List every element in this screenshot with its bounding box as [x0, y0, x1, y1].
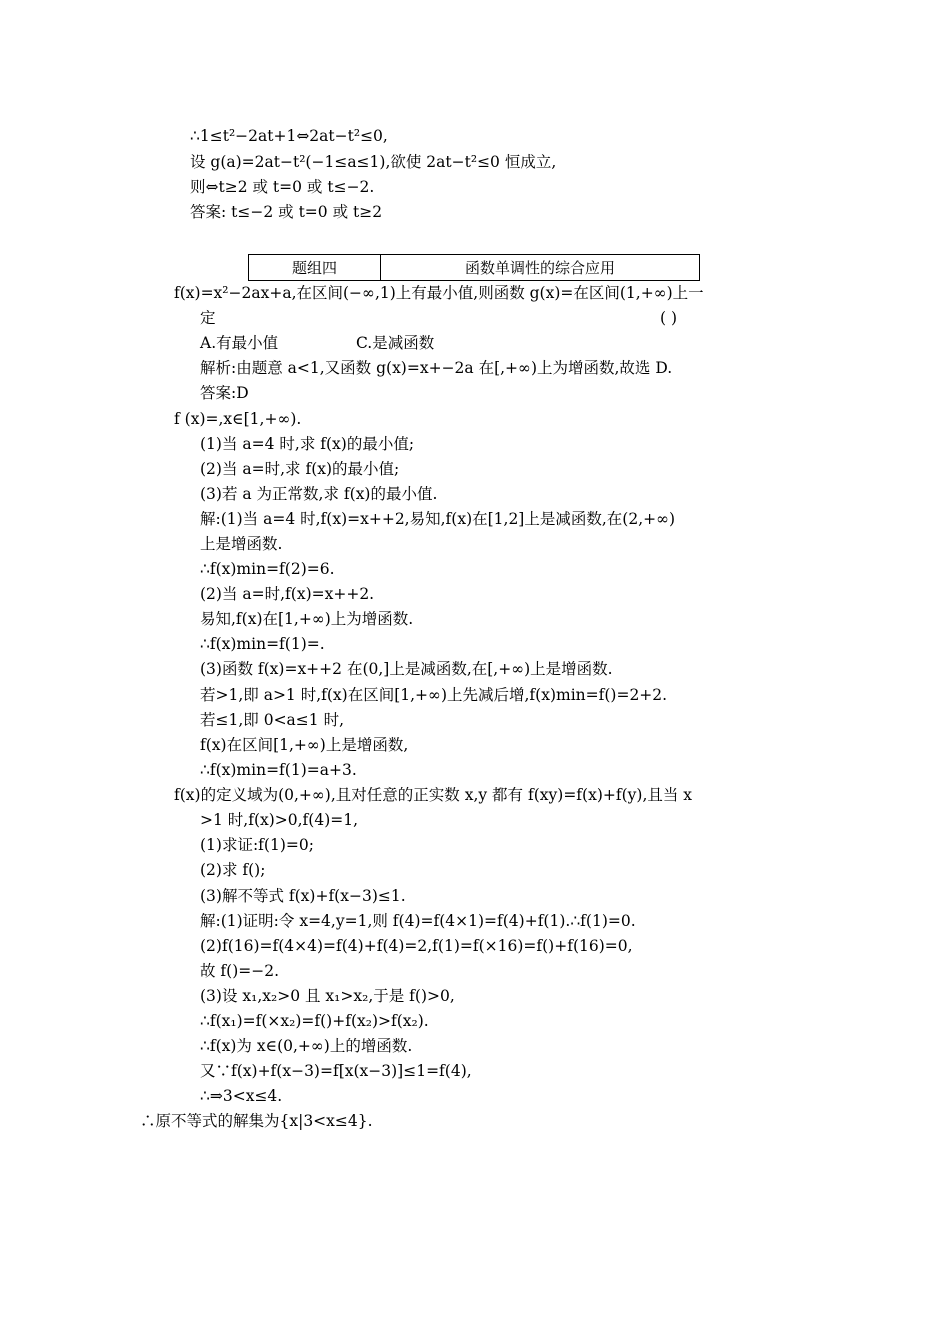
- text-line: 设 g(a)=2at−t²(−1≤a≤1),欲使 2at−t²≤0 恒成立,: [190, 153, 557, 171]
- text-line: (3)解不等式 f(x)+f(x−3)≤1.: [200, 887, 406, 905]
- text-line: ∴f(x)min=f(1)=.: [200, 635, 325, 653]
- text-line: >1 时,f(x)>0,f(4)=1,: [200, 811, 359, 829]
- text-line: f(x)的定义域为(0,+∞),且对任意的正实数 x,y 都有 f(xy)=f(x)+f(y),且当 x: [174, 786, 693, 804]
- text-line: ∴f(x)min=f(2)=6.: [200, 560, 335, 578]
- section-header-table: [248, 254, 700, 281]
- text-line: ∴⇒3<x≤4.: [200, 1087, 283, 1105]
- text-line: (3)设 x₁,x₂>0 且 x₁>x₂,于是 f()>0,: [200, 987, 455, 1005]
- group-label: 题组四: [249, 255, 381, 280]
- text-line: 解:(1)证明:令 x=4,y=1,则 f(4)=f(4×1)=f(4)+f(1).∴f(1)=0.: [200, 912, 636, 930]
- answer-bracket: ( ): [660, 309, 678, 327]
- text-line: 若>1,即 a>1 时,f(x)在区间[1,+∞)上先减后增,f(x)min=f()=2+2.: [200, 686, 668, 704]
- text-line: ∴f(x)为 x∈(0,+∞)上的增函数.: [200, 1037, 413, 1055]
- text-line: 易知,f(x)在[1,+∞)上为增函数.: [200, 610, 414, 628]
- text-line: (3)函数 f(x)=x++2 在(0,]上是减函数,在[,+∞)上是增函数.: [200, 660, 613, 678]
- text-line: ∴f(x₁)=f(×x₂)=f()+f(x₂)>f(x₂).: [200, 1012, 429, 1030]
- text-line: ∴f(x)min=f(1)=a+3.: [200, 761, 357, 779]
- text-line: f (x)=,x∈[1,+∞).: [174, 410, 302, 428]
- topic-label: 函数单调性的综合应用: [464, 259, 615, 277]
- text-line: f(x)在区间[1,+∞)上是增函数,: [200, 736, 409, 754]
- text-line: (2)当 a=时,求 f(x)的最小值;: [200, 460, 400, 478]
- text-line: ∴原不等式的解集为{x|3<x≤4}.: [140, 1112, 373, 1130]
- text-line: f(x)=x²−2ax+a,在区间(−∞,1)上有最小值,则函数 g(x)=在区间(1,+∞)上一: [174, 284, 704, 302]
- text-line: 答案: t≤−2 或 t=0 或 t≥2: [190, 203, 383, 221]
- text-line: 答案:D: [200, 384, 249, 402]
- text-line: 定: [200, 309, 216, 327]
- text-line: (3)若 a 为正常数,求 f(x)的最小值.: [200, 485, 438, 503]
- text-line: (1)求证:f(1)=0;: [200, 836, 314, 854]
- text-line: 故 f()=−2.: [200, 962, 280, 980]
- text-line: ∴1≤t²−2at+1⇔2at−t²≤0,: [190, 127, 388, 145]
- text-line: (1)当 a=4 时,求 f(x)的最小值;: [200, 435, 415, 453]
- option-c: C.是减函数: [356, 334, 435, 352]
- text-line: 若≤1,即 0<a≤1 时,: [200, 711, 344, 729]
- text-line: 又∵f(x)+f(x−3)=f[x(x−3)]≤1=f(4),: [200, 1062, 472, 1080]
- text-line: (2)求 f();: [200, 861, 266, 879]
- text-line: 解析:由题意 a<1,又函数 g(x)=x+−2a 在[,+∞)上为增函数,故选 D.: [200, 359, 673, 377]
- option-a: A.有最小值: [200, 334, 279, 352]
- text-line: (2)f(16)=f(4×4)=f(4)+f(4)=2,f(1)=f(×16)=f()+f(16)=0,: [200, 937, 633, 955]
- text-line: (2)当 a=时,f(x)=x++2.: [200, 585, 375, 603]
- text-line: 解:(1)当 a=4 时,f(x)=x++2,易知,f(x)在[1,2]上是减函数,在(2,+∞): [200, 510, 676, 528]
- text-line: 则⇔t≥2 或 t=0 或 t≤−2.: [190, 178, 375, 196]
- text-line: 上是增函数.: [200, 535, 283, 553]
